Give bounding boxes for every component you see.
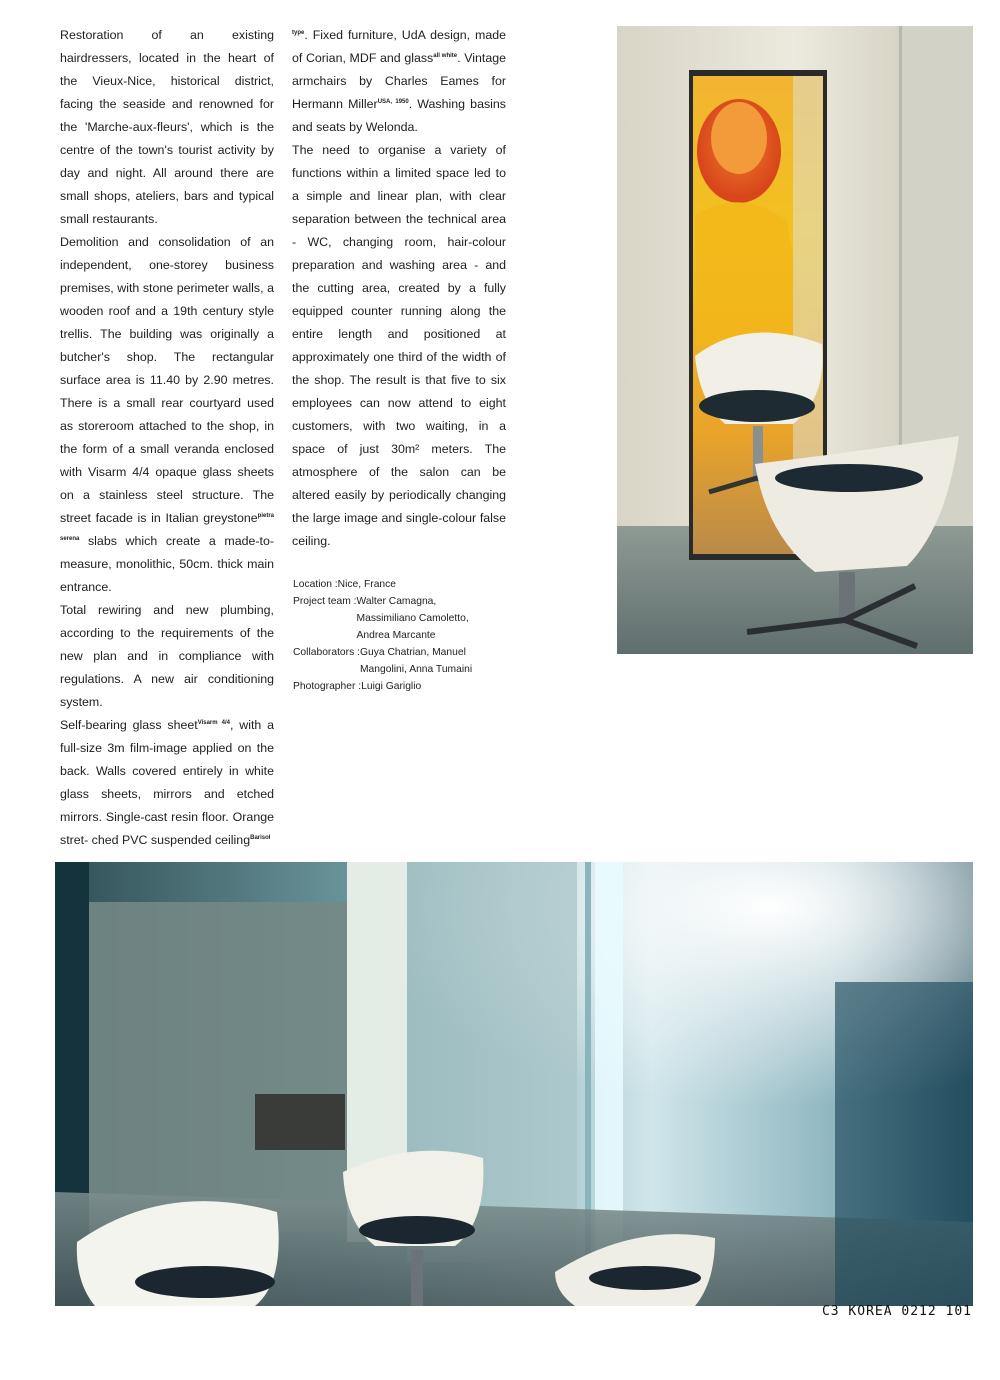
credit-photographer <box>293 678 513 695</box>
paragraph <box>60 231 274 599</box>
credit-label: Photographer : <box>293 681 362 692</box>
credit-label: Project team : <box>293 596 357 607</box>
credit-label: Collaborators : <box>293 647 360 658</box>
paragraph-text: . Fixed furniture, UdA design, made of Corian, MDF and glass <box>292 28 506 65</box>
superscript-note: USA, 1950 <box>377 99 409 105</box>
paragraph-text: Demolition and consolidation of an independent, one-storey business premises, with stone perimeter walls, a wooden roof and a 19th century style trellis. The building was originally a butcher's shop. The rectangular surface area is 11.40 by 2.90 metres. There is a small rear courtyard used as storeroom attached to the shop, in the form of a small veranda enclosed with Visarm 4/4 opaque glass sheets on a stainless steel structure. The street facade is in Italian greystone <box>60 235 274 525</box>
credit-collaborators <box>293 644 513 678</box>
paragraph-text: slabs which create a made-to-measure, monolithic, 50cm. thick main entrance. <box>60 534 274 594</box>
paragraph: The need to organise a variety of functions within a limited space led to a simple and linear plan, with clear separation between the technical area - WC, changing room, hair-colour preparation and washing area - and the cutting area, created by a fully equipped counter running along the entire length and positioned at approximately one third of the width of the shop. The result is that five to six employees can now attend to eight customers, with two waiting, in a space of just 30m² meters. The atmosphere of the salon can be altered easily by periodically changing the large image and single-colour false ceiling. <box>292 143 506 548</box>
credit-value: Walter Camagna, Massimiliano Camoletto, Andrea Marcante <box>356 596 469 641</box>
credit-location <box>293 576 513 593</box>
project-credits <box>293 576 513 695</box>
body-text-column-1 <box>60 24 274 852</box>
paragraph-text: . Washing basins and seats by Welonda. <box>292 97 506 134</box>
credit-label: Location : <box>293 579 338 590</box>
credit-value: Nice, France <box>337 579 397 590</box>
superscript-note: all white <box>433 53 458 59</box>
credit-value: Guya Chatrian, Manuel Mangolini, Anna Tumaini <box>359 647 473 675</box>
salon-mirror-photo <box>617 26 973 654</box>
salon-mirror-illustration <box>617 26 973 654</box>
body-text-column-2 <box>292 24 506 553</box>
paragraph: Restoration of an existing hairdressers, located in the heart of the Vieux-Nice, historical district, facing the seaside and renowned for the 'Marche-aux-fleurs', which is the centre of the town's tourist activity by day and night. All around there are small shops, ateliers, bars and typical small restaurants. <box>60 28 274 226</box>
salon-interior-photo <box>55 862 973 1306</box>
superscript-note: type <box>292 30 305 36</box>
credit-value: Luigi Gariglio <box>361 681 422 692</box>
paragraph-text: Self-bearing glass sheet <box>60 718 198 732</box>
paragraph <box>292 24 506 139</box>
superscript-note: pietra serena <box>60 513 274 542</box>
paragraph-text: , with a full-size 3m film-image applied on the back. Walls covered entirely in white glass sheets, mirrors and etched mirrors. Single-cast resin floor. Orange stret- ched PVC suspended ceiling <box>60 718 274 847</box>
paragraph <box>60 714 274 852</box>
page-folio: C3 KOREA 0212 101 <box>821 1304 972 1319</box>
superscript-note: Visarm 4/4 <box>197 720 230 726</box>
superscript-note: Barisol <box>250 835 271 841</box>
paragraph: Total rewiring and new plumbing, according to the requirements of the new plan and in compliance with regulations. A new air conditioning system. <box>60 603 274 709</box>
paragraph-text: . Vintage armchairs by Charles Eames for Hermann Miller <box>292 51 507 111</box>
salon-interior-illustration <box>55 862 973 1306</box>
credit-project-team <box>293 593 513 644</box>
